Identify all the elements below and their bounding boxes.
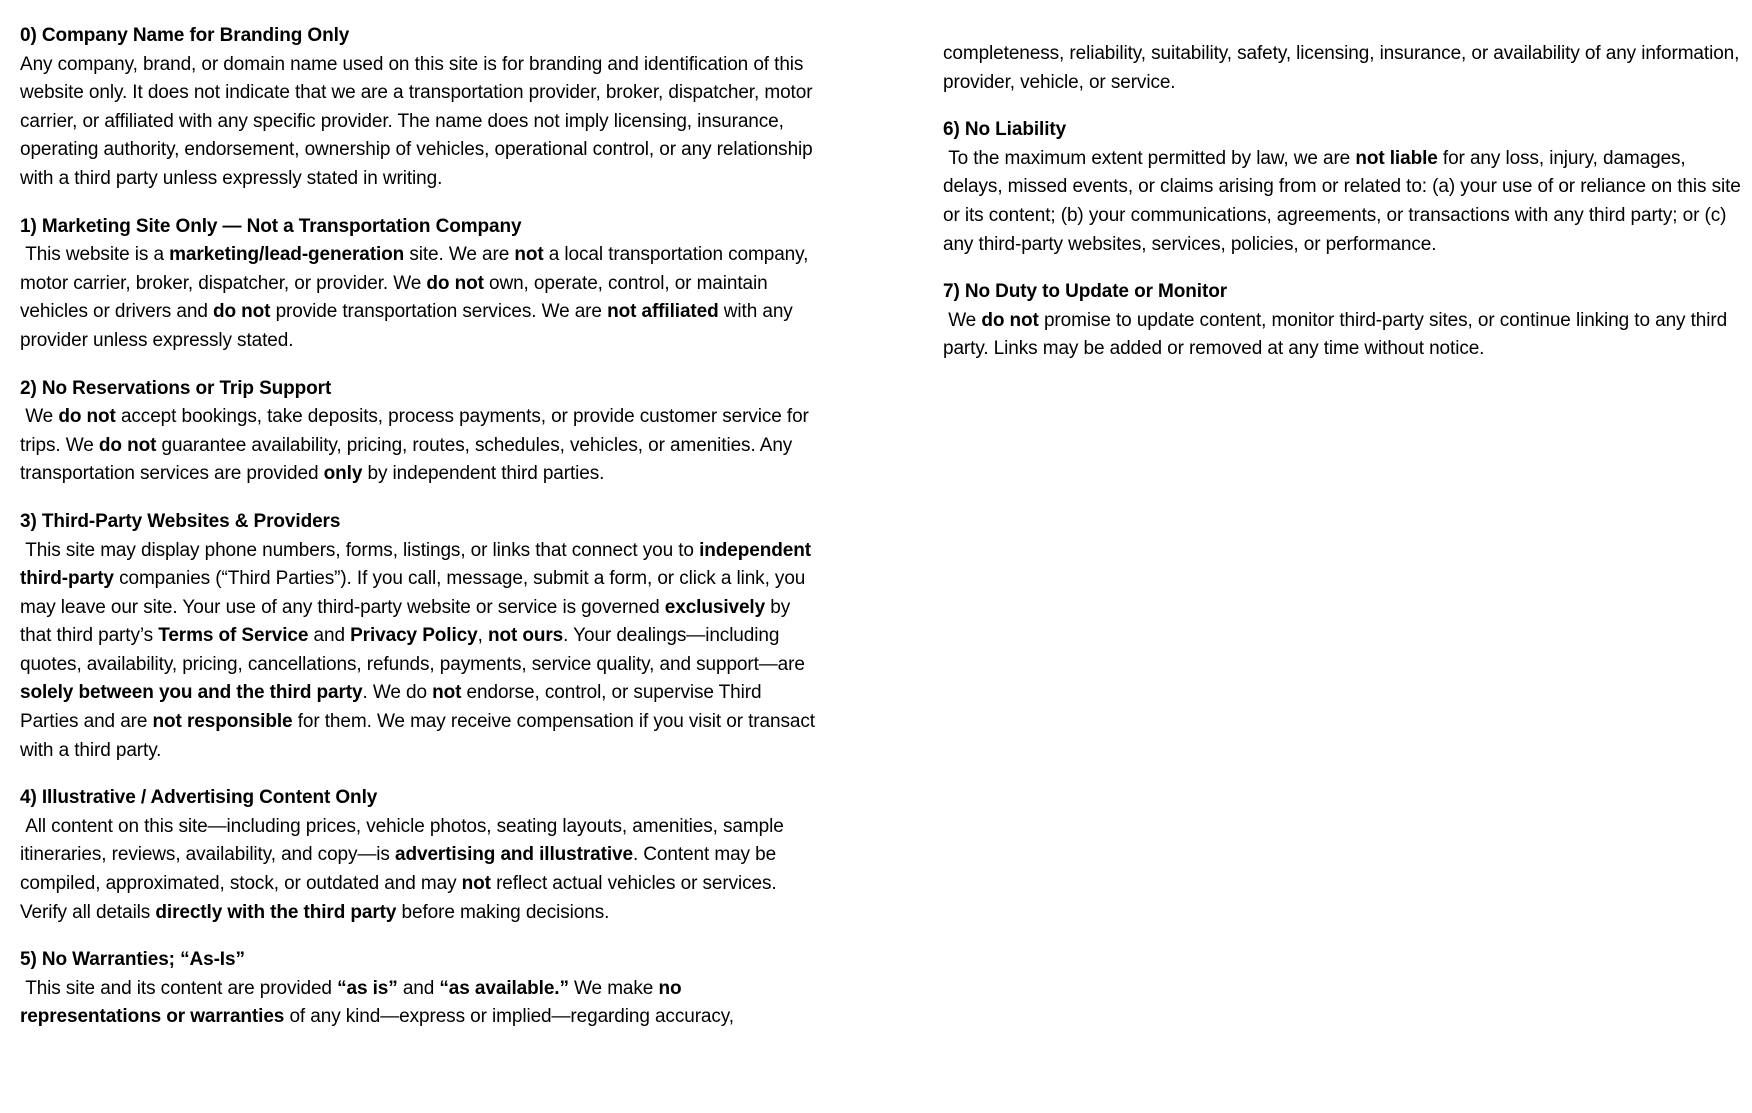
section-marketing-site-only: [20, 213, 820, 356]
section-2-body: We do not accept bookings, take deposits, process payments, or provide customer service for trips. We do not guarantee availability, pricing, routes, schedules, vehicles, or amenities. Any transportation services are provided only by independent third parties.: [20, 406, 814, 485]
section-1-body: This website is a marketing/lead-generation site. We are not a local transportation company, motor carrier, broker, dispatcher, or provider. We do not own, operate, control, or maintain vehicles or drivers and do not provide transportation services. We are not affiliated with any provider unless expressly stated.: [20, 244, 814, 351]
section-illustrative-content: [20, 784, 820, 927]
left-column: [20, 22, 820, 1051]
section-3-body: This site may display phone numbers, forms, listings, or links that connect you to independent third-party companies (“Third Parties”). If you call, message, submit a form, or click a link, you may leave our site. Your use of any third-party website or service is governed exclusively by that third party’s Terms of Service and Privacy Policy, not ours. Your dealings—including quotes, availability, pricing, cancellations, refunds, payments, service quality, and support—are solely between you and the third party. We do not endorse, control, or supervise Third Parties and are not responsible for them. We may receive compensation if you visit or transact with a third party.: [20, 539, 821, 761]
section-company-name-branding: [20, 22, 820, 194]
section-0-heading: 0) Company Name for Branding Only: [20, 25, 350, 46]
section-0-body: Any company, brand, or domain name used on this site is for branding and identification of this website only. It does not indicate that we are a transportation provider, broker, dispatcher, motor carrier, or affiliated with any specific provider. The name does not imply licensing, insurance, operating authority, endorsement, ownership of vehicles, operational control, or any relationship with a third party unless expressly stated in writing.: [20, 53, 818, 189]
section-5-body: This site and its content are provided “as is” and “as available.” We make no representations or warranties of any kind—express or implied—regarding accuracy,: [20, 977, 734, 1028]
section-1-heading: 1) Marketing Site Only — Not a Transportation Company: [20, 215, 522, 237]
section-3-heading: 3) Third-Party Websites & Providers: [20, 510, 341, 532]
section-4-heading: 4) Illustrative / Advertising Content Only: [20, 787, 378, 809]
section-no-liability: [943, 116, 1746, 259]
section-6-body: To the maximum extent permitted by law, we are not liable for any loss, injury, damages, delays, missed events, or claims arising from or related to: (a) your use of or reliance on this site or its content; (b) your communications, agreements, or transactions with any third party; or (c) any third-party websites, services, policies, or performance.: [943, 147, 1746, 255]
section-5-heading: 5) No Warranties; “As-Is”: [20, 949, 245, 971]
section-no-reservations: [20, 375, 820, 489]
right-column: [943, 22, 1746, 1051]
section-4-body: All content on this site—including prices, vehicle photos, seating layouts, amenities, sample itineraries, reviews, availability, and copy—is advertising and illustrative. Content may be compiled, approximated, stock, or outdated and may not reflect actual vehicles or services. Verify all details directly with the third party before making decisions.: [20, 815, 789, 923]
section-no-warranties-continuation: [943, 40, 1743, 97]
section-no-duty-to-update: [943, 278, 1743, 364]
section-7-heading: 7) No Duty to Update or Monitor: [943, 281, 1227, 303]
section-5-continuation-body: completeness, reliability, suitability, safety, licensing, insurance, or availability of any information, provider, vehicle, or service.: [943, 43, 1745, 93]
section-2-heading: 2) No Reservations or Trip Support: [20, 377, 332, 399]
section-6-heading: 6) No Liability: [943, 119, 1067, 141]
section-7-body: We do not promise to update content, monitor third-party sites, or continue linking to any third party. Links may be added or removed at any time without notice.: [943, 309, 1733, 360]
section-no-warranties: [20, 946, 820, 1032]
section-third-party-websites: [20, 508, 820, 765]
